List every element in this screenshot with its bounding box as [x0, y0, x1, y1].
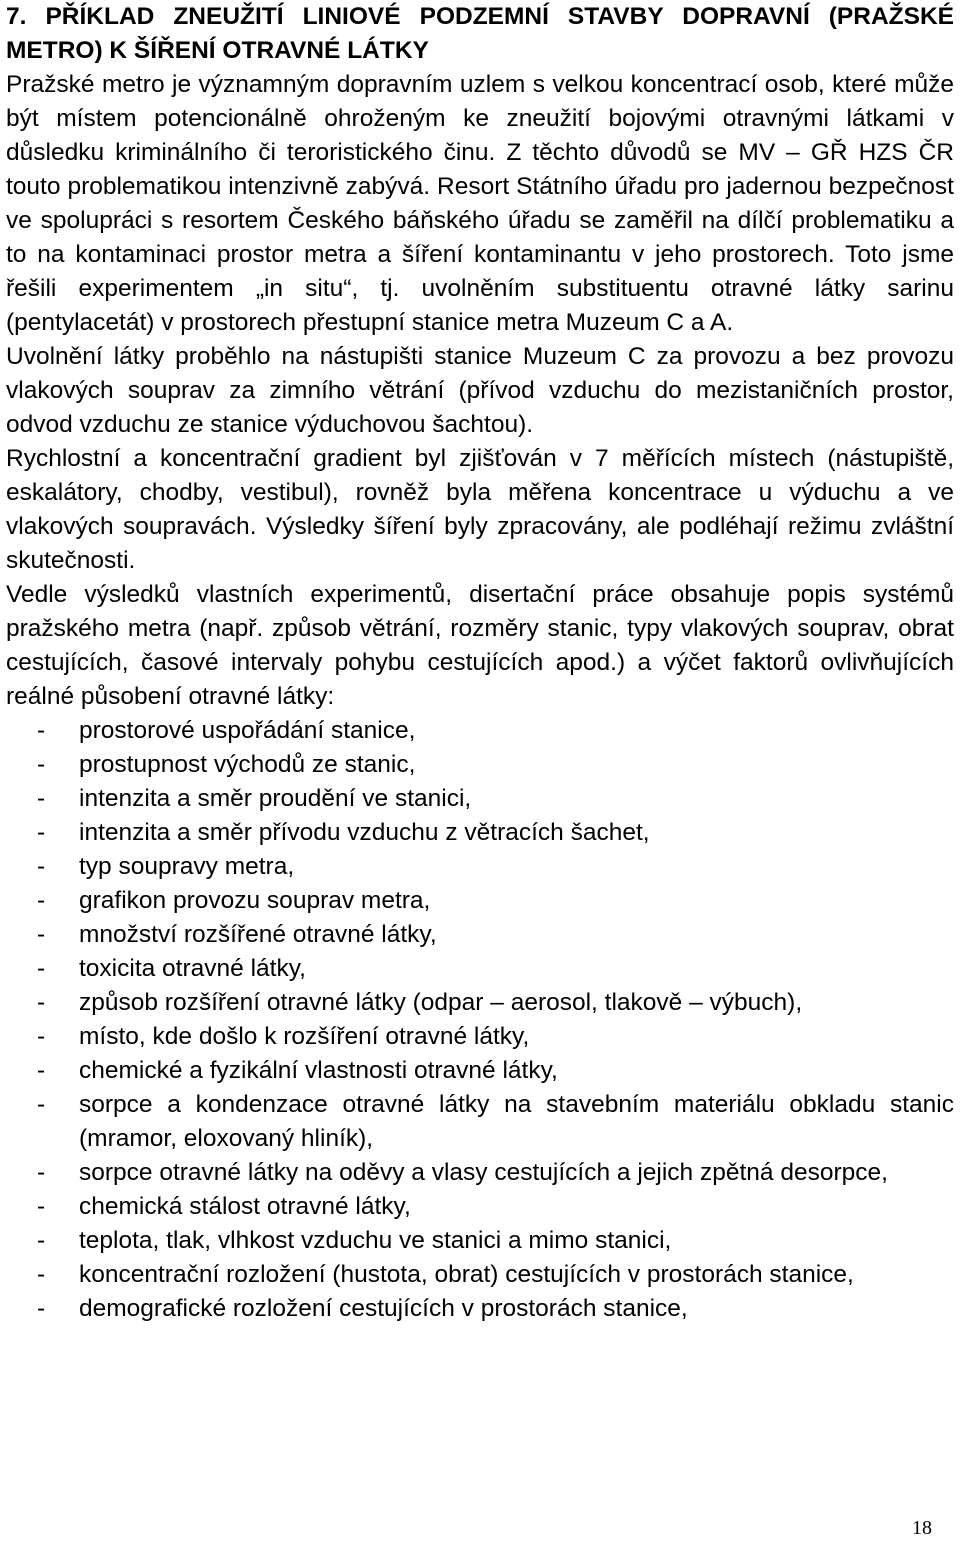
list-dash-marker: - [37, 1091, 46, 1118]
list-dash-marker: - [37, 1023, 46, 1050]
list-item-text: sorpce a kondenzace otravné látky na stavebním materiálu obkladu stanic (mramor, eloxovaný hliník), [79, 1091, 954, 1152]
document-page [6, 0, 954, 1326]
list-dash-marker: - [37, 1159, 46, 1186]
list-item [6, 918, 954, 952]
list-item [6, 748, 954, 782]
list-dash-marker: - [37, 853, 46, 880]
list-item [6, 816, 954, 850]
list-item [6, 884, 954, 918]
list-dash-marker: - [37, 751, 46, 778]
list-item [6, 782, 954, 816]
list-dash-marker: - [37, 887, 46, 914]
list-item-text: místo, kde došlo k rozšíření otravné látky, [79, 1023, 530, 1050]
list-item-text: demografické rozložení cestujících v prostorách stanice, [79, 1295, 688, 1322]
page-number: 18 [912, 1517, 932, 1539]
list-dash-marker: - [37, 1193, 46, 1220]
list-dash-marker: - [37, 1295, 46, 1322]
list-dash-marker: - [37, 1227, 46, 1254]
list-item [6, 986, 954, 1020]
list-dash-marker: - [37, 989, 46, 1016]
paragraph-factors: Vedle výsledků vlastních experimentů, disertační práce obsahuje popis systémů pražského metra (např. způsob větrání, rozměry stanic, typy vlakových souprav, obrat cestujících, časové intervaly pohybu cestujících apod.) a výčet faktorů ovlivňujících reálné působení otravné látky: [6, 581, 954, 710]
list-dash-marker: - [37, 1261, 46, 1288]
list-dash-marker: - [37, 921, 46, 948]
list-item [6, 714, 954, 748]
list-dash-marker: - [37, 785, 46, 812]
list-dash-marker: - [37, 819, 46, 846]
list-item [6, 1258, 954, 1292]
paragraph-gradient: Rychlostní a koncentrační gradient byl zjišťován v 7 měřících místech (nástupiště, eskalátory, chodby, vestibul), rovněž byla měřena koncentrace u výduchu a ve vlakových soupravách. Výsledky šíření byly zpracovány, ale podléhají režimu zvláštní skutečnosti. [6, 445, 954, 574]
list-item-text: chemické a fyzikální vlastnosti otravné látky, [79, 1057, 558, 1084]
section-heading: 7. PŘÍKLAD ZNEUŽITÍ LINIOVÉ PODZEMNÍ STAVBY DOPRAVNÍ (PRAŽSKÉ METRO) K ŠÍŘENÍ OTRAVNÉ LÁTKY [6, 3, 954, 64]
list-item-text: sorpce otravné látky na oděvy a vlasy cestujících a jejich zpětná desorpce, [79, 1159, 888, 1186]
list-item [6, 1224, 954, 1258]
factor-list [6, 714, 954, 1326]
list-item-text: prostupnost východů ze stanic, [79, 751, 416, 778]
list-item-text: způsob rozšíření otravné látky (odpar – aerosol, tlakově – výbuch), [79, 989, 803, 1016]
list-dash-marker: - [37, 1057, 46, 1084]
list-item-text: intenzita a směr proudění ve stanici, [79, 785, 472, 812]
list-item [6, 952, 954, 986]
list-item [6, 1292, 954, 1326]
list-item [6, 1156, 954, 1190]
list-item-text: teplota, tlak, vlhkost vzduchu ve stanici a mimo stanici, [79, 1227, 672, 1254]
list-item-text: koncentrační rozložení (hustota, obrat) cestujících v prostorách stanice, [79, 1261, 854, 1288]
paragraph-intro: Pražské metro je významným dopravním uzlem s velkou koncentrací osob, které může být místem potencionálně ohroženým ke zneužití bojovými otravnými látkami v důsledku kriminálního či teroristického činu. Z těchto důvodů se MV – GŘ HZS ČR touto problematikou intenzivně zabývá. Resort Státního úřadu pro jadernou bezpečnost ve spolupráci s resortem Českého báňského úřadu se zaměřil na dílčí problematiku a to na kontaminaci prostor metra a šíření kontaminantu v jeho prostorech. Toto jsme řešili experimentem „in situ“, tj. uvolněním substituentu otravné látky sarinu (pentylacetát) v prostorech přestupní stanice metra Muzeum C a A. [6, 71, 954, 336]
list-item-text: toxicita otravné látky, [79, 955, 306, 982]
list-item-text: grafikon provozu souprav metra, [79, 887, 431, 914]
list-item-text: chemická stálost otravné látky, [79, 1193, 411, 1220]
list-dash-marker: - [37, 717, 46, 744]
list-item [6, 1190, 954, 1224]
list-item [6, 850, 954, 884]
paragraph-release: Uvolnění látky proběhlo na nástupišti stanice Muzeum C za provozu a bez provozu vlakových souprav za zimního větrání (přívod vzduchu do mezistaničních prostor, odvod vzduchu ze stanice výduchovou šachtou). [6, 343, 954, 438]
list-item [6, 1020, 954, 1054]
list-item-text: prostorové uspořádání stanice, [79, 717, 416, 744]
list-item-text: množství rozšířené otravné látky, [79, 921, 437, 948]
list-item-text: typ soupravy metra, [79, 853, 295, 880]
list-dash-marker: - [37, 955, 46, 982]
list-item [6, 1088, 954, 1156]
list-item-text: intenzita a směr přívodu vzduchu z větracích šachet, [79, 819, 650, 846]
list-item [6, 1054, 954, 1088]
